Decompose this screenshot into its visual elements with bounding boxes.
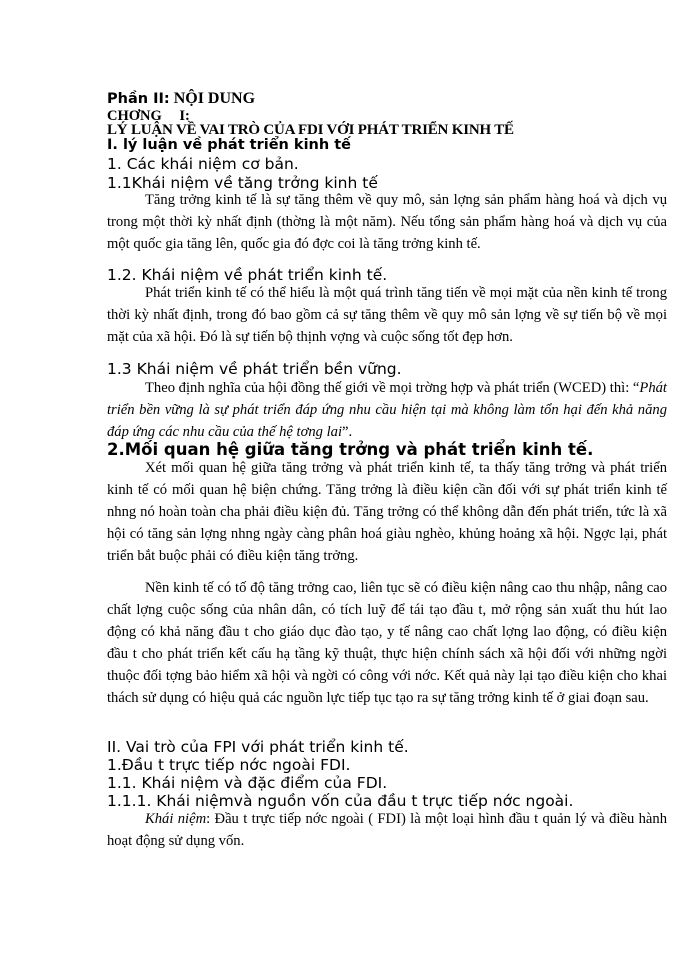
section-1-1-heading: 1. Các khái niệm cơ bản.	[107, 155, 299, 173]
section-1-heading: I. lý luận về phát triển kinh tế	[107, 137, 352, 153]
section-1-3-heading: 1.3 Khái niệm về phát triển bền vững.	[107, 360, 402, 378]
paragraph-growth-development-relation: Xét mối quan hệ giữa tăng trởng và phát triển kinh tế, ta thấy tăng trởng và phát triển kinh tế có mối quan hệ biện chứng. Tăng trởng là điều kiện cần đối với sự phát triển kinh tế nhng nó hoàn toàn cha phải điều kiện đủ. Tăng trởng có thể không dẫn đến phát triển, tức là xã hội có tăng sản lợng nhng ngày càng phân hoá giàu nghèo, khủng hoảng xã hội. Ngợc lại, phát triển bắt buộc phải có điều kiện tăng trởng.	[107, 460, 667, 564]
paragraph-fdi-definition	[107, 808, 667, 852]
section-II-1-1-heading: 1.1. Khái niệm và đặc điểm của FDI.	[107, 774, 388, 792]
section-1-2-heading: 1.2. Khái niệm về phát triển kinh tế.	[107, 266, 388, 284]
chapter-number: I:	[179, 108, 190, 124]
part-label: Phần II:	[107, 91, 170, 107]
fdi-term: Khái niệm	[145, 811, 207, 827]
chapter-label: CHƠNG	[107, 108, 162, 124]
sustainable-quote: Phát triển bền vững là sự phát triển đáp ứng nhu cầu hiện tại mà không làm tổn hại đến khả năng đáp ứng các nhu cầu của thế hệ tơng lai	[107, 380, 667, 440]
section-II-heading: II. Vai trò của FPI với phát triển kinh tế.	[107, 738, 409, 756]
section-1-1-1-heading: 1.1Khái niệm về tăng trởng kinh tế	[107, 174, 378, 192]
section-II-1-1-1-heading: 1.1.1. Khái niệmvà nguồn vốn của đầu t trực tiếp nớc ngoài.	[107, 792, 574, 810]
section-2-heading: 2.Mối quan hệ giữa tăng trởng và phát triển kinh tế.	[107, 440, 594, 459]
chapter-title: LÝ LUẬN VỀ VAI TRÒ CỦA FDI VỚI PHÁT TRIỂN KINH TẾ	[107, 122, 514, 138]
paragraph-development-definition: Phát triển kinh tế có thể hiểu là một quá trình tăng tiến về mọi mặt của nền kinh tế trong thời kỳ nhất định, trong đó bao gồm cả sự tăng thêm về quy mô sản lợng về sự tiến bộ về mọi mặt của xã hội. Đó là sự tiến bộ thịnh vợng và cuộc sống tốt đẹp hơn.	[107, 285, 667, 345]
paragraph-sustainable-definition	[107, 377, 667, 443]
paragraph-growth-definition: Tăng trởng kinh tế là sự tăng thêm về quy mô, sản lợng sản phẩm hàng hoá và dịch vụ trong một thời kỳ nhất định (thờng là một năm). Nếu tổng sản phẩm hàng hoá và dịch vụ của một quốc gia tăng lên, quốc gia đó đợc coi là tăng trởng kinh tế.	[107, 192, 667, 252]
part-title: NỘI DUNG	[173, 90, 256, 107]
sustainable-tail: ”.	[342, 424, 353, 440]
sustainable-lead: Theo định nghĩa của hội đồng thế giới về mọi trờng hợp và phát triển (WCED) thì: “	[145, 380, 640, 396]
section-II-1-heading: 1.Đầu t trực tiếp nớc ngoài FDI.	[107, 756, 351, 774]
part-heading	[107, 90, 255, 108]
fdi-body: : Đầu t trực tiếp nớc ngoài ( FDI) là một loại hình đầu t quản lý và điều hành hoạt động sử dụng vốn.	[107, 811, 667, 849]
paragraph-economy-growth-effects: Nền kinh tế có tố độ tăng trởng cao, liên tục sẽ có điều kiện nâng cao thu nhập, nâng cao chất lợng cuộc sống của nhân dân, có tích luỹ để tái tạo đầu t, mở rộng sản xuất thu hút lao động có khả năng đầu t cho giáo dục đào tạo, y tế nâng cao chất lợng lao động, có điều kiện đầu t cho phát triển kết cấu hạ tầng kỹ thuật, thực hiện chính sách xã hội đối với những ngời thuộc đối tợng bảo hiểm xã hội và ngời có công với nớc. Kết quả này lại tạo điều kiện cho khai thách sử dụng có hiệu quả các nguồn lực tiếp tục tạo ra sự tăng trởng kinh tế ở giai đoạn sau.	[107, 580, 667, 706]
